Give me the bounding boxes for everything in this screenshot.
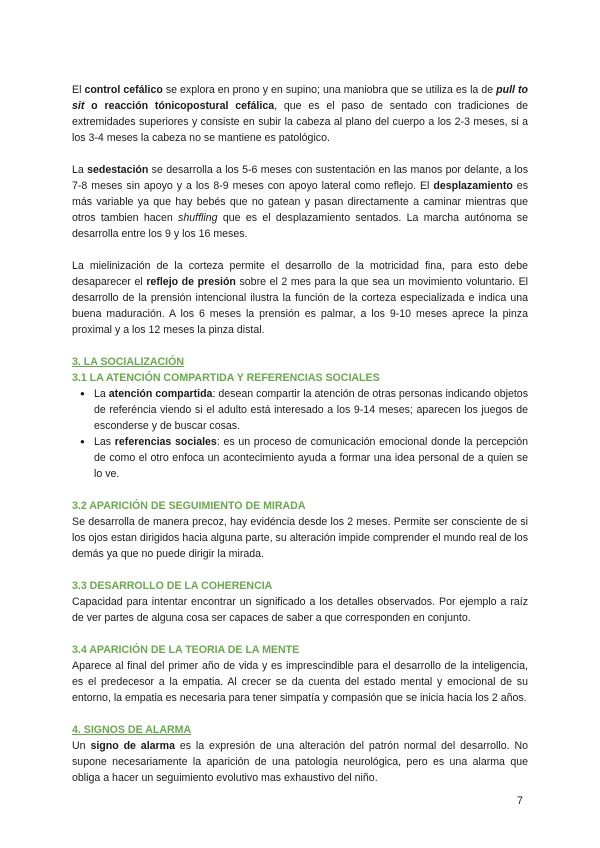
paragraph-coherencia: Capacidad para intentar encontrar un significado a los detalles observados. Por ejemplo a raíz de ver partes de alguna cosa ser capaces de saber a que corresponden en conjunto. (72, 596, 528, 624)
subsection-title-seguimiento-mirada: 3.2 APARICIÓN DE SEGUIMIENTO DE MIRADA (72, 500, 306, 512)
subsection-title-coherencia: 3.3 DESARROLLO DE LA COHERENCIA (72, 580, 273, 592)
paragraph-seguimiento-mirada: Se desarrolla de manera precoz, hay evidéncia desde los 2 meses. Permite ser consciente de si los ojos estan dirigidos hacia alguna parte, su alteración impide comprender el mundo real de los demás ya que no puede dirigir la mirada. (72, 516, 528, 560)
paragraph-control-cefalico: El control cefálico se explora en prono y en supino; una maniobra que se utiliza es la de pull to sit o reacción tónicopostural cefálica, que es el paso de sentado con tradiciones de extremidades superiores y consiste en subir la cabeza al plano del cuerpo a los 2-3 meses, si a los 3-4 meses la cabeza no se mantiene es patológico. (72, 84, 528, 144)
paragraph-teoria-mente: Aparece al final del primer año de vida y es imprescindible para el desarrollo de la inteligencia, es el predecesor a la empatia. Al crecer se da cuenta del estado mental y emocional de su entorno, la empatia es necesaria para tener simpatía y compasión que se inicia hacia los 2 años. (72, 660, 528, 704)
document-page (72, 82, 528, 786)
paragraph-signos-alarma: Un signo de alarma es la expresión de una alteración del patrón normal del desarrollo. No supone necesariamente la aparición de una patologia neurológica, pero es una alarma que obliga a hacer un seguimiento evolutivo mas exhaustivo del niño. (72, 740, 528, 784)
list-item: ● La atención compartida: desean compartir la atención de otras personas indicando objetos de referéncia viendo si el adulto está interesado a los 9-14 meses; aparecen los juegos de esconderse y de buscar cosas. (94, 386, 528, 434)
page-number: 7 (517, 795, 523, 807)
list-item: ● Las referencias sociales: es un proceso de comunicación emocional donde la percepción de como el otro enfoca un acontecimiento ayuda a formar una idea personal de a quien se lo ve. (94, 434, 528, 482)
subsection-title-atencion-compartida: 3.1 LA ATENCIÓN COMPARTIDA Y REFERENCIAS SOCIALES (72, 372, 380, 384)
bullet-list (72, 386, 528, 482)
subsection-title-teoria-mente: 3.4 APARICIÓN DE LA TEORIA DE LA MENTE (72, 644, 300, 656)
section-title-socializacion: 3. LA SOCIALIZACIÓN (72, 356, 185, 368)
paragraph-sedestacion: La sedestación se desarrolla a los 5-6 meses con sustentación en las manos por delante, a los 7-8 meses sin apoyo y a los 8-9 meses con apoyo lateral como reflejo. El desplazamiento es más variable ya que hay bebés que no gatean y pasan directamente a caminar mientras que otros tambien hacen shuffling que es el desplazamiento sentados. La marcha autónoma se desarrolla entre los 9 y los 16 meses. (72, 164, 529, 240)
paragraph-mielinizacion: La mielinización de la corteza permite el desarrollo de la motricidad fina, para esto debe desaparecer el reflejo de presión sobre el 2 mes para la que sea un movimiento voluntario. El desarrollo de la prensión intencional ilustra la función de la corteza especializada e indica una buena maduración. A los 6 meses la prensión es palmar, a los 9-10 meses aprece la pinza proximal y a los 12 meses la pinza distal. (72, 260, 528, 336)
section-title-signos-alarma: 4. SIGNOS DE ALARMA (72, 724, 192, 736)
